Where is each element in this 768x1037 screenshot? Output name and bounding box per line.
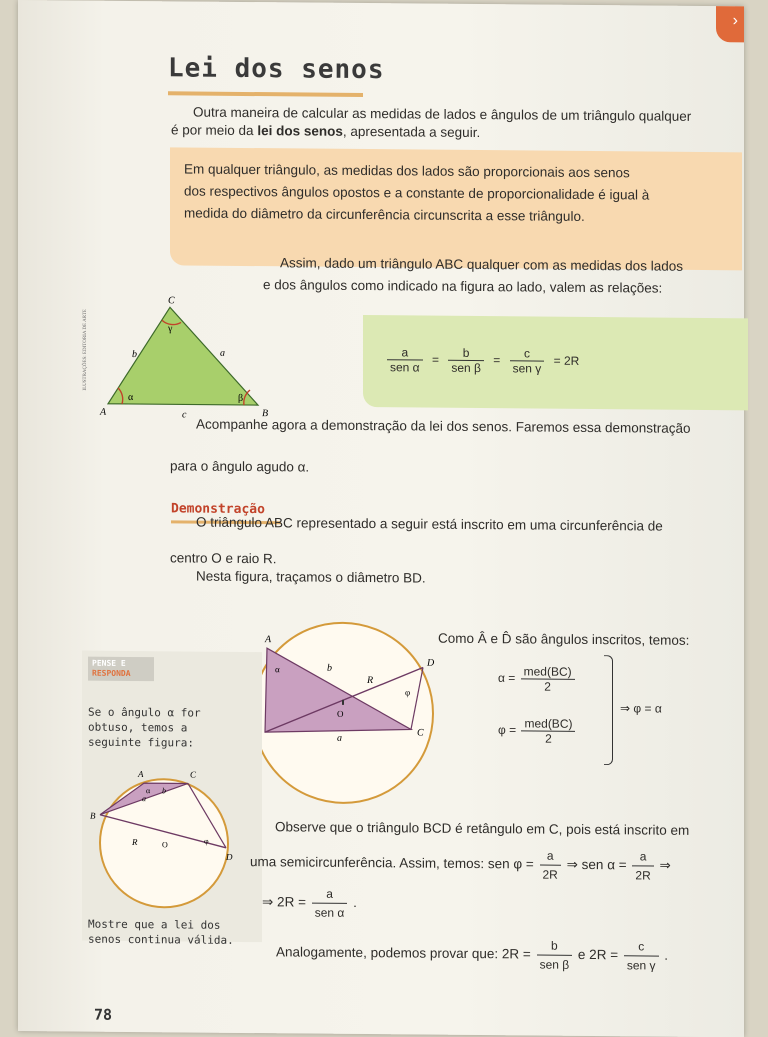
observe-2r-eq: ⇒ 2R = [262, 894, 306, 910]
side-question-2: obtuso, temos a [88, 720, 188, 735]
side-question-3: seguinte figura: [88, 735, 194, 750]
implies-arrow: ⇒ [659, 857, 671, 873]
right-brace [604, 655, 613, 765]
formula-den-sin-beta: sen β [451, 360, 481, 376]
title-underline [168, 91, 363, 97]
textbook-page [18, 0, 744, 1037]
circle2-phi: φ [204, 836, 209, 846]
gamma-label: γ [168, 323, 173, 335]
analog-f1-den: sen β [539, 957, 570, 972]
observe-f3-den: sen α [314, 905, 345, 920]
formula-den-sin-gamma: sen γ [512, 361, 542, 376]
side-b-label: b [132, 348, 137, 361]
think-and-answer-badge [88, 657, 154, 682]
definition-box [170, 147, 742, 270]
alpha-equation [498, 664, 577, 694]
analog-f1-num: b [537, 937, 573, 956]
observe-f1-num: a [540, 847, 561, 866]
triangle-abc [108, 307, 258, 405]
observe-f2-den: 2R [635, 868, 651, 883]
alpha-eq-label: α = [498, 670, 516, 686]
intro-line-2 [171, 121, 731, 144]
circle1-side-a: a [337, 732, 342, 744]
analog-period: . [664, 947, 669, 963]
alpha-eq-numerator: med(BC) [521, 664, 575, 679]
side-a-label: a [220, 347, 225, 359]
badge-line-2: RESPONDA [92, 668, 131, 678]
law-of-sines-formula [385, 345, 583, 376]
observe-sin-alpha: ⇒ sen α = [566, 856, 627, 873]
circle2-vertex-a: A [138, 769, 144, 780]
circle2-vertex-c: C [190, 769, 197, 780]
phi-eq-numerator: med(BC) [521, 716, 575, 731]
circle1-vertex-a: A [265, 634, 272, 646]
relations-line-2: e dos ângulos como indicado na figura ao lado, valem as relações: [263, 277, 663, 296]
page-number: 78 [94, 1005, 113, 1024]
demo-paragraph-line-2: centro O e raio R. [170, 550, 277, 567]
inscribed-angles-text: Como Â e D̂ são ângulos inscritos, temos: [438, 630, 690, 648]
formula-num-b: b [448, 346, 484, 361]
page-title: Lei dos senos [168, 53, 385, 86]
circle2-center-o: O [162, 840, 168, 850]
demo-intro-line-1: Acompanhe agora a demonstração da lei dos senos. Faremos essa demonstração [196, 416, 691, 436]
demo-paragraph-line-1: O triângulo ABC representado a seguir está inscrito em uma circunferência de [196, 514, 663, 534]
circle1-alpha: α [275, 664, 280, 675]
demo-intro-line-2: para o ângulo agudo α. [170, 458, 310, 475]
formula-den-sin-alpha: sen α [390, 360, 420, 375]
circle2-alpha: α [146, 786, 151, 796]
inscribed-triangle-figure [243, 612, 458, 814]
observe-period: . [353, 894, 357, 911]
illustration-credit: ILUSTRAÇÕES: EDITORIA DE ARTE [83, 309, 88, 391]
observe-sin-phi: uma semicircunferência. Assim, temos: sen φ = [250, 854, 534, 872]
circle1-side-b: b [327, 662, 332, 674]
side-question-1: Se o ângulo α for [88, 705, 201, 720]
vertex-c-label: C [168, 295, 175, 307]
intro-text-end: , apresentada a seguir. [342, 123, 481, 141]
definition-line-2: dos respectivos ângulos opostos e a constante de proporcionalidade é igual à [184, 183, 650, 203]
phi-eq-label: φ = [498, 722, 517, 738]
observe-line-3 [262, 884, 357, 922]
circle2-vertex-d: D [226, 851, 233, 862]
beta-label: β [238, 392, 244, 404]
circle2-radius-r: R [132, 836, 138, 848]
circle2-side-b: b [162, 786, 166, 796]
circle2-vertex-b: B [90, 810, 96, 821]
equals-sign-1: = [431, 352, 439, 367]
circle1-center-o: O [337, 708, 344, 719]
phi-equals-alpha: ⇒ φ = α [620, 701, 662, 716]
side-c-label: c [182, 409, 187, 421]
analog-mid: e 2R = [577, 946, 619, 963]
observe-line-2 [250, 844, 671, 885]
circle2-side-a: a [142, 794, 146, 804]
phi-equation [498, 716, 577, 746]
observe-f3-num: a [312, 885, 348, 904]
law-of-sines-formula-box [363, 315, 748, 410]
circle1-phi: φ [405, 687, 411, 698]
intro-keyword: lei dos senos [257, 123, 343, 139]
vertex-a-label: A [100, 406, 107, 418]
relations-line-1: Assim, dado um triângulo ABC qualquer com as medidas dos lados [280, 255, 683, 274]
observe-f2-num: a [632, 847, 653, 866]
analog-line [276, 934, 668, 974]
demonstration-heading: Demonstração [171, 501, 265, 518]
alpha-label: α [128, 391, 134, 404]
obtuse-triangle-figure [86, 763, 236, 914]
badge-line-1: PENSE E [92, 658, 126, 668]
alpha-eq-denominator: 2 [544, 679, 551, 694]
formula-num-c: c [510, 346, 545, 361]
phi-eq-denominator: 2 [545, 731, 552, 746]
definition-line-3: medida do diâmetro da circunferência circunscrita a esse triângulo. [184, 205, 585, 224]
formula-num-a: a [387, 345, 423, 360]
equals-sign-2: = [493, 352, 501, 367]
triangle-abc-figure [78, 289, 278, 431]
circle1-vertex-d: D [427, 657, 435, 669]
analog-f2-num: c [624, 937, 659, 956]
side-prompt-2: senos continua válida. [88, 932, 234, 947]
chevron-right-icon: › [732, 12, 738, 30]
page-corner-tab [716, 6, 744, 42]
circle1-vertex-c: C [417, 727, 424, 739]
observe-f1-den: 2R [542, 867, 558, 882]
intro-text: é por meio da [171, 122, 258, 139]
formula-rhs: = 2R [553, 353, 580, 368]
side-prompt-1: Mostre que a lei dos [88, 917, 221, 932]
demo-paragraph-3: Nesta figura, traçamos o diâmetro BD. [196, 568, 426, 586]
analog-f2-den: sen γ [626, 958, 656, 973]
circle1-radius-r: R [367, 675, 374, 687]
analog-text: Analogamente, podemos provar que: 2R = [276, 944, 531, 962]
intro-line-1: Outra maneira de calcular as medidas de lados e ângulos de um triângulo qualquer [193, 104, 692, 124]
observe-line-1: Observe que o triângulo BCD é retângulo em C, pois está inscrito em [275, 819, 690, 838]
definition-line-1: Em qualquer triângulo, as medidas dos lados são proporcionais aos senos [184, 161, 630, 181]
vertex-b-label: B [262, 408, 269, 420]
